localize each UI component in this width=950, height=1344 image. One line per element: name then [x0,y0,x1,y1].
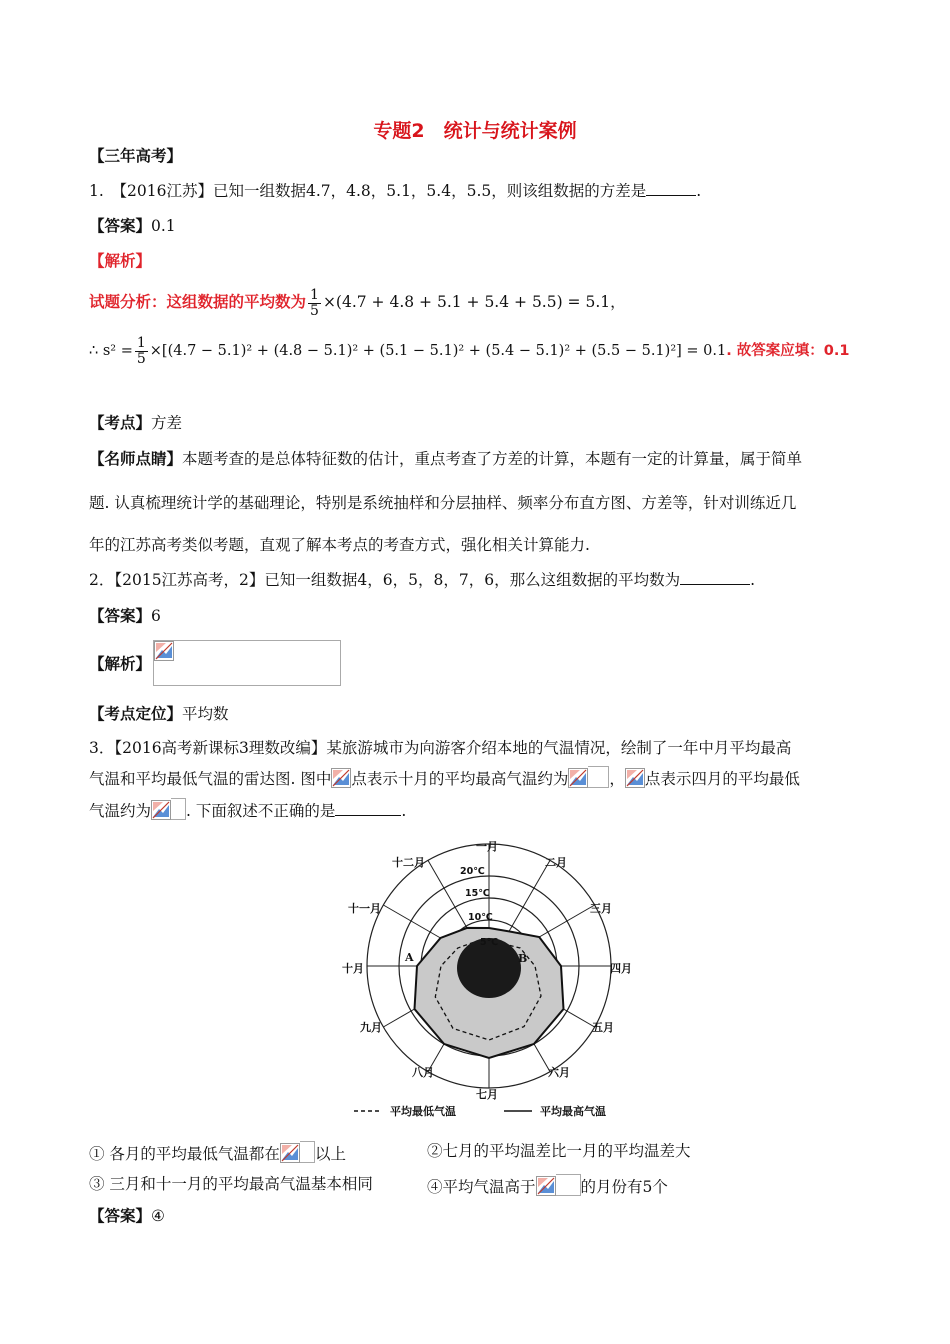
q1-analysis-label: 【解析】 [89,251,152,270]
section-heading: 【三年高考】 [89,146,183,165]
q3-text: 气温和平均最低气温的雷达图. 图中 [89,770,332,788]
q1-stem [89,181,701,201]
q1-teacher-line-1 [89,449,802,469]
image-frame [171,798,186,820]
answer-value: 0.1 [151,217,176,235]
page-title: 专题2 统计与统计案例 [373,120,577,142]
q3-text: 点表示十月的平均最高气温约为 [351,770,569,788]
teacher-text: 本题考查的是总体特征数的估计，重点考查了方差的计算，本题有一定的计算量，属于简单 [182,450,803,468]
fraction [308,288,321,319]
q3-text: 点表示四月的平均最低 [644,770,800,788]
broken-image-icon [154,641,174,661]
image-frame [588,766,609,788]
fraction-num: 1 [310,286,319,303]
month-label-9: 九月 [360,1021,382,1034]
broken-image-icon [151,800,171,820]
month-label-11: 十一月 [348,902,381,915]
legend-high-label: 平均最高气温 [540,1105,606,1118]
fraction-den: 5 [136,350,146,367]
month-label-1: 一月 [476,840,498,853]
analysis-label: 【解析】 [89,654,152,673]
point-a-label: A [405,951,414,964]
answer-label: 【答案】 [89,606,152,625]
q2-analysis [89,654,151,674]
month-label-12: 十二月 [392,856,425,869]
answer-blank [680,570,750,585]
point-b-label: B [518,952,528,965]
fraction [135,336,148,367]
fraction-den: 5 [310,302,319,319]
legend [354,1104,606,1118]
q3-answer [89,1206,165,1226]
q1-teacher-line-2: 题. 认真梳理统计学的基础理论，特别是系统抽样和分层抽样、频率分布直方图、方差等，针对训练近几 [89,494,797,512]
q3-line-2 [89,766,800,789]
image-frame [300,1141,315,1163]
ring-label-10: 10℃ [468,912,493,923]
ring-label-5: 5℃ [480,937,499,948]
answer-value: ④ [151,1207,165,1225]
option-1-text: ① 各月的平均最低气温都在 [89,1145,280,1163]
q1-kaodian [89,413,182,433]
q3-text: ， [609,770,625,788]
broken-image-icon [568,768,588,788]
q3-option-3: ③ 三月和十一月的平均最高气温基本相同 [89,1175,373,1193]
q1-stem-end: . [696,182,702,200]
answer-value: 6 [151,607,161,625]
kaodian-label: 【考点】 [89,413,152,432]
month-label-3: 三月 [590,902,612,915]
q3-text: . [401,802,407,820]
formula-suffix: . 故答案应填：0.1 [726,343,850,359]
q1-formula-2 [89,334,849,368]
option-4-text: ④平均气温高于 [427,1178,536,1196]
broken-image-icon [625,768,645,788]
q3-line-3 [89,798,406,821]
missing-image-frame [153,640,341,686]
q3-option-2: ②七月的平均温差比一月的平均温差大 [427,1142,691,1160]
q2-stem-text: 2．【2015江苏高考，2】已知一组数据4，6，5，8，7，6，那么这组数据的平均数为 [89,571,681,589]
q3-text: 气温约为 [89,802,152,820]
broken-image-icon [331,768,351,788]
legend-low-label: 平均最低气温 [390,1105,456,1118]
option-1-text: 以上 [314,1145,346,1163]
image-frame [556,1174,581,1196]
answer-label: 【答案】 [89,216,152,235]
formula-prefix: 试题分析：这组数据的平均数为 [89,293,307,311]
q1-stem-text: 1. 【2016江苏】已知一组数据4.7，4.8，5.1，5.4，5.5，则该组数据的方差是 [89,182,647,200]
month-label-5: 五月 [592,1021,614,1034]
formula-expression: ×[(4.7 − 5.1)² + (4.8 − 5.1)² + (5.1 − 5.1)² + (5.4 − 5.1)² + (5.5 − 5.1)²] = 0.1 [149,343,727,359]
answer-label: 【答案】 [89,1206,152,1225]
q1-teacher-line-3: 年的江苏高考类似考题，直观了解本考点的考查方式，强化相关计算能力. [89,536,590,554]
broken-image-icon [280,1143,300,1163]
q3-option-4 [427,1174,668,1197]
q3-text: . 下面叙述不正确的是 [186,802,336,820]
q1-answer [89,216,176,236]
kaodian-value: 平均数 [182,705,229,723]
kaodian-value: 方差 [151,414,183,432]
formula-expression: ×(4.7 + 4.8 + 5.1 + 5.4 + 5.5) = 5.1， [322,293,626,311]
q2-stem [89,570,755,590]
q2-stem-end: . [750,571,756,589]
option-4-text: 的月份有5个 [580,1178,668,1196]
kaodian-label: 【考点定位】 [89,704,183,723]
q2-kaodian [89,704,229,724]
q3-line-1: 3．【2016高考新课标3理数改编】某旅游城市为向游客介绍本地的气温情况，绘制了一年中月平均最高 [89,739,792,757]
month-label-7: 七月 [476,1088,498,1101]
ring-label-15: 15℃ [465,888,490,899]
q1-formula-1 [89,285,626,319]
month-label-8: 八月 [412,1066,434,1079]
answer-blank [335,801,401,816]
q3-options-row-1 [89,1141,346,1164]
month-label-6: 六月 [548,1066,570,1079]
broken-image-icon [536,1176,556,1196]
radar-chart-figure [320,832,640,1122]
q2-answer [89,606,161,626]
teacher-label: 【名师点睛】 [89,449,183,468]
month-label-2: 二月 [545,856,567,869]
fraction-num: 1 [136,334,146,351]
formula-prefix: ∴ s² = [89,343,133,359]
month-label-10: 十月 [342,962,364,975]
answer-blank [646,181,696,196]
month-label-4: 四月 [610,962,632,975]
ring-label-20: 20℃ [460,866,485,877]
